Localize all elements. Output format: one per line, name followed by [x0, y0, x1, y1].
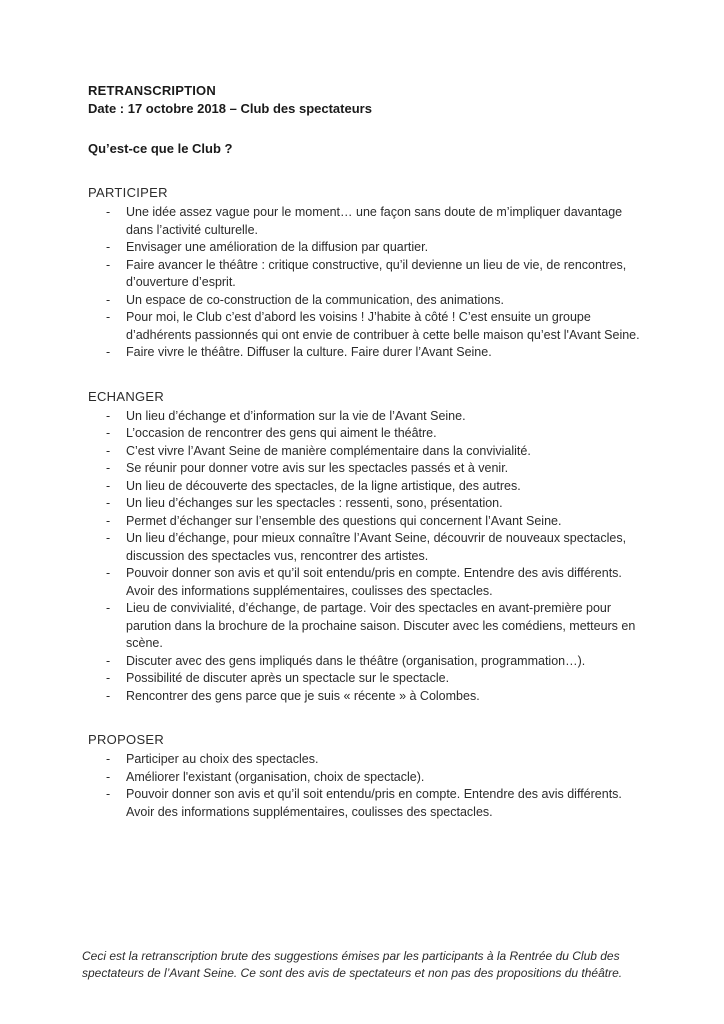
list-item — [88, 769, 644, 787]
list-item — [88, 309, 644, 344]
document-date-line: Date : 17 octobre 2018 – Club des spectateurs — [88, 101, 372, 116]
list-item — [88, 670, 644, 688]
bullet-list — [88, 408, 644, 706]
list-item — [88, 204, 644, 239]
list-item — [88, 239, 644, 257]
list-item — [88, 292, 644, 310]
bullet-dash-icon: - — [106, 257, 111, 272]
list-item-text: Améliorer l'existant (organisation, choix de spectacle). — [126, 769, 425, 784]
list-item-text: Un lieu d’échanges sur les spectacles : ressenti, sono, présentation. — [126, 496, 503, 510]
list-item-text: Participer au choix des spectacles. — [126, 752, 319, 766]
bullet-dash-icon: - — [106, 345, 111, 359]
bullet-dash-icon: - — [106, 443, 111, 458]
list-item — [88, 751, 644, 769]
list-item — [88, 425, 644, 443]
section-echanger — [88, 388, 644, 706]
bullet-dash-icon: - — [106, 496, 111, 510]
document-question-heading: Qu’est-ce que le Club ? — [88, 141, 233, 156]
list-item-text: Un lieu d’échange, pour mieux connaître l’Avant Seine, découvrir de nouveaux spectacles, discussion des spectacles vus, rencontrer des artistes. — [126, 531, 627, 563]
bullet-dash-icon: - — [106, 426, 111, 440]
list-item — [88, 600, 644, 653]
section-heading: PARTICIPER — [88, 185, 168, 200]
list-item — [88, 565, 644, 600]
bullet-dash-icon: - — [106, 601, 111, 615]
bullet-dash-icon: - — [106, 513, 111, 528]
list-item-text: Pouvoir donner son avis et qu’il soit entendu/pris en compte. Entendre des avis différents. Avoir des informations supplémentaires, coulisses des spectacles. — [126, 566, 622, 598]
list-item-text: Faire avancer le théâtre : critique constructive, qu’il devienne un lieu de vie, de rencontres, d’ouverture d’esprit. — [126, 257, 627, 289]
bullet-dash-icon: - — [106, 653, 111, 668]
list-item — [88, 443, 644, 461]
section-participer — [88, 184, 644, 362]
bullet-dash-icon: - — [106, 461, 111, 475]
list-item-text: Se réunir pour donner votre avis sur les spectacles passés et à venir. — [126, 461, 509, 475]
footer-note: Ceci est la retranscription brute des suggestions émises par les participants à la Rentrée du Club des spectateurs de l’Avant Seine. Ce sont des avis de spectateurs et non pas des propositions du théâtre. — [82, 949, 623, 980]
bullet-dash-icon: - — [106, 205, 111, 219]
bullet-list — [88, 751, 644, 821]
list-item-text: Envisager une amélioration de la diffusion par quartier. — [126, 240, 429, 254]
list-item — [88, 460, 644, 478]
list-item — [88, 478, 644, 496]
bullet-dash-icon: - — [106, 769, 111, 784]
sections — [88, 184, 644, 821]
list-item — [88, 495, 644, 513]
list-item-text: Lieu de convivialité, d’échange, de partage. Voir des spectacles en avant-première pour parution dans la brochure de la prochaine saison. Discuter avec les comédiens, metteurs en scène. — [126, 601, 636, 650]
list-item-text: Permet d’échanger sur l’ensemble des questions qui concernent l’Avant Seine. — [126, 513, 562, 528]
list-item-text: Possibilité de discuter après un spectacle sur le spectacle. — [126, 671, 450, 685]
list-item-text: L’occasion de rencontrer des gens qui aiment le théâtre. — [126, 426, 437, 440]
bullet-dash-icon: - — [106, 408, 111, 423]
bullet-dash-icon: - — [106, 310, 111, 324]
list-item-text: Faire vivre le théâtre. Diffuser la culture. Faire durer l’Avant Seine. — [126, 345, 492, 359]
bullet-dash-icon: - — [106, 531, 111, 545]
bullet-dash-icon: - — [106, 671, 111, 685]
list-item-text: Discuter avec des gens impliqués dans le théâtre (organisation, programmation…). — [126, 653, 586, 668]
bullet-dash-icon: - — [106, 292, 111, 307]
list-item — [88, 344, 644, 362]
section-proposer — [88, 731, 644, 821]
list-item — [88, 257, 644, 292]
list-item-text: Pouvoir donner son avis et qu’il soit entendu/pris en compte. Entendre des avis différents. Avoir des informations supplémentaires, coulisses des spectacles. — [126, 787, 622, 819]
bullet-dash-icon: - — [106, 566, 111, 580]
bullet-dash-icon: - — [106, 787, 111, 801]
list-item-text: C’est vivre l’Avant Seine de manière complémentaire dans la convivialité. — [126, 443, 531, 458]
list-item-text: Un espace de co-construction de la communication, des animations. — [126, 292, 504, 307]
list-item — [88, 653, 644, 671]
bullet-dash-icon: - — [106, 240, 111, 254]
list-item-text: Pour moi, le Club c’est d’abord les voisins ! J’habite à côté ! C’est ensuite un groupe d’adhérents passionnés qui ont envie de contribuer à cette belle maison qu’est l'Avant Seine. — [126, 310, 640, 342]
section-heading: PROPOSER — [88, 732, 165, 747]
bullet-dash-icon: - — [106, 688, 111, 703]
list-item — [88, 408, 644, 426]
list-item — [88, 786, 644, 821]
document-page — [88, 82, 644, 821]
list-item — [88, 513, 644, 531]
list-item-text: Un lieu d’échange et d’information sur la vie de l’Avant Seine. — [126, 408, 466, 423]
bullet-list — [88, 204, 644, 362]
document-title: RETRANSCRIPTION — [88, 83, 216, 98]
list-item-text: Une idée assez vague pour le moment… une façon sans doute de m’impliquer davantage dans l’activité culturelle. — [126, 205, 623, 237]
bullet-dash-icon: - — [106, 752, 111, 766]
list-item — [88, 688, 644, 706]
list-item-text: Rencontrer des gens parce que je suis « récente » à Colombes. — [126, 688, 480, 703]
list-item — [88, 530, 644, 565]
list-item-text: Un lieu de découverte des spectacles, de la ligne artistique, des autres. — [126, 478, 521, 493]
bullet-dash-icon: - — [106, 478, 111, 493]
section-heading: ECHANGER — [88, 388, 165, 404]
